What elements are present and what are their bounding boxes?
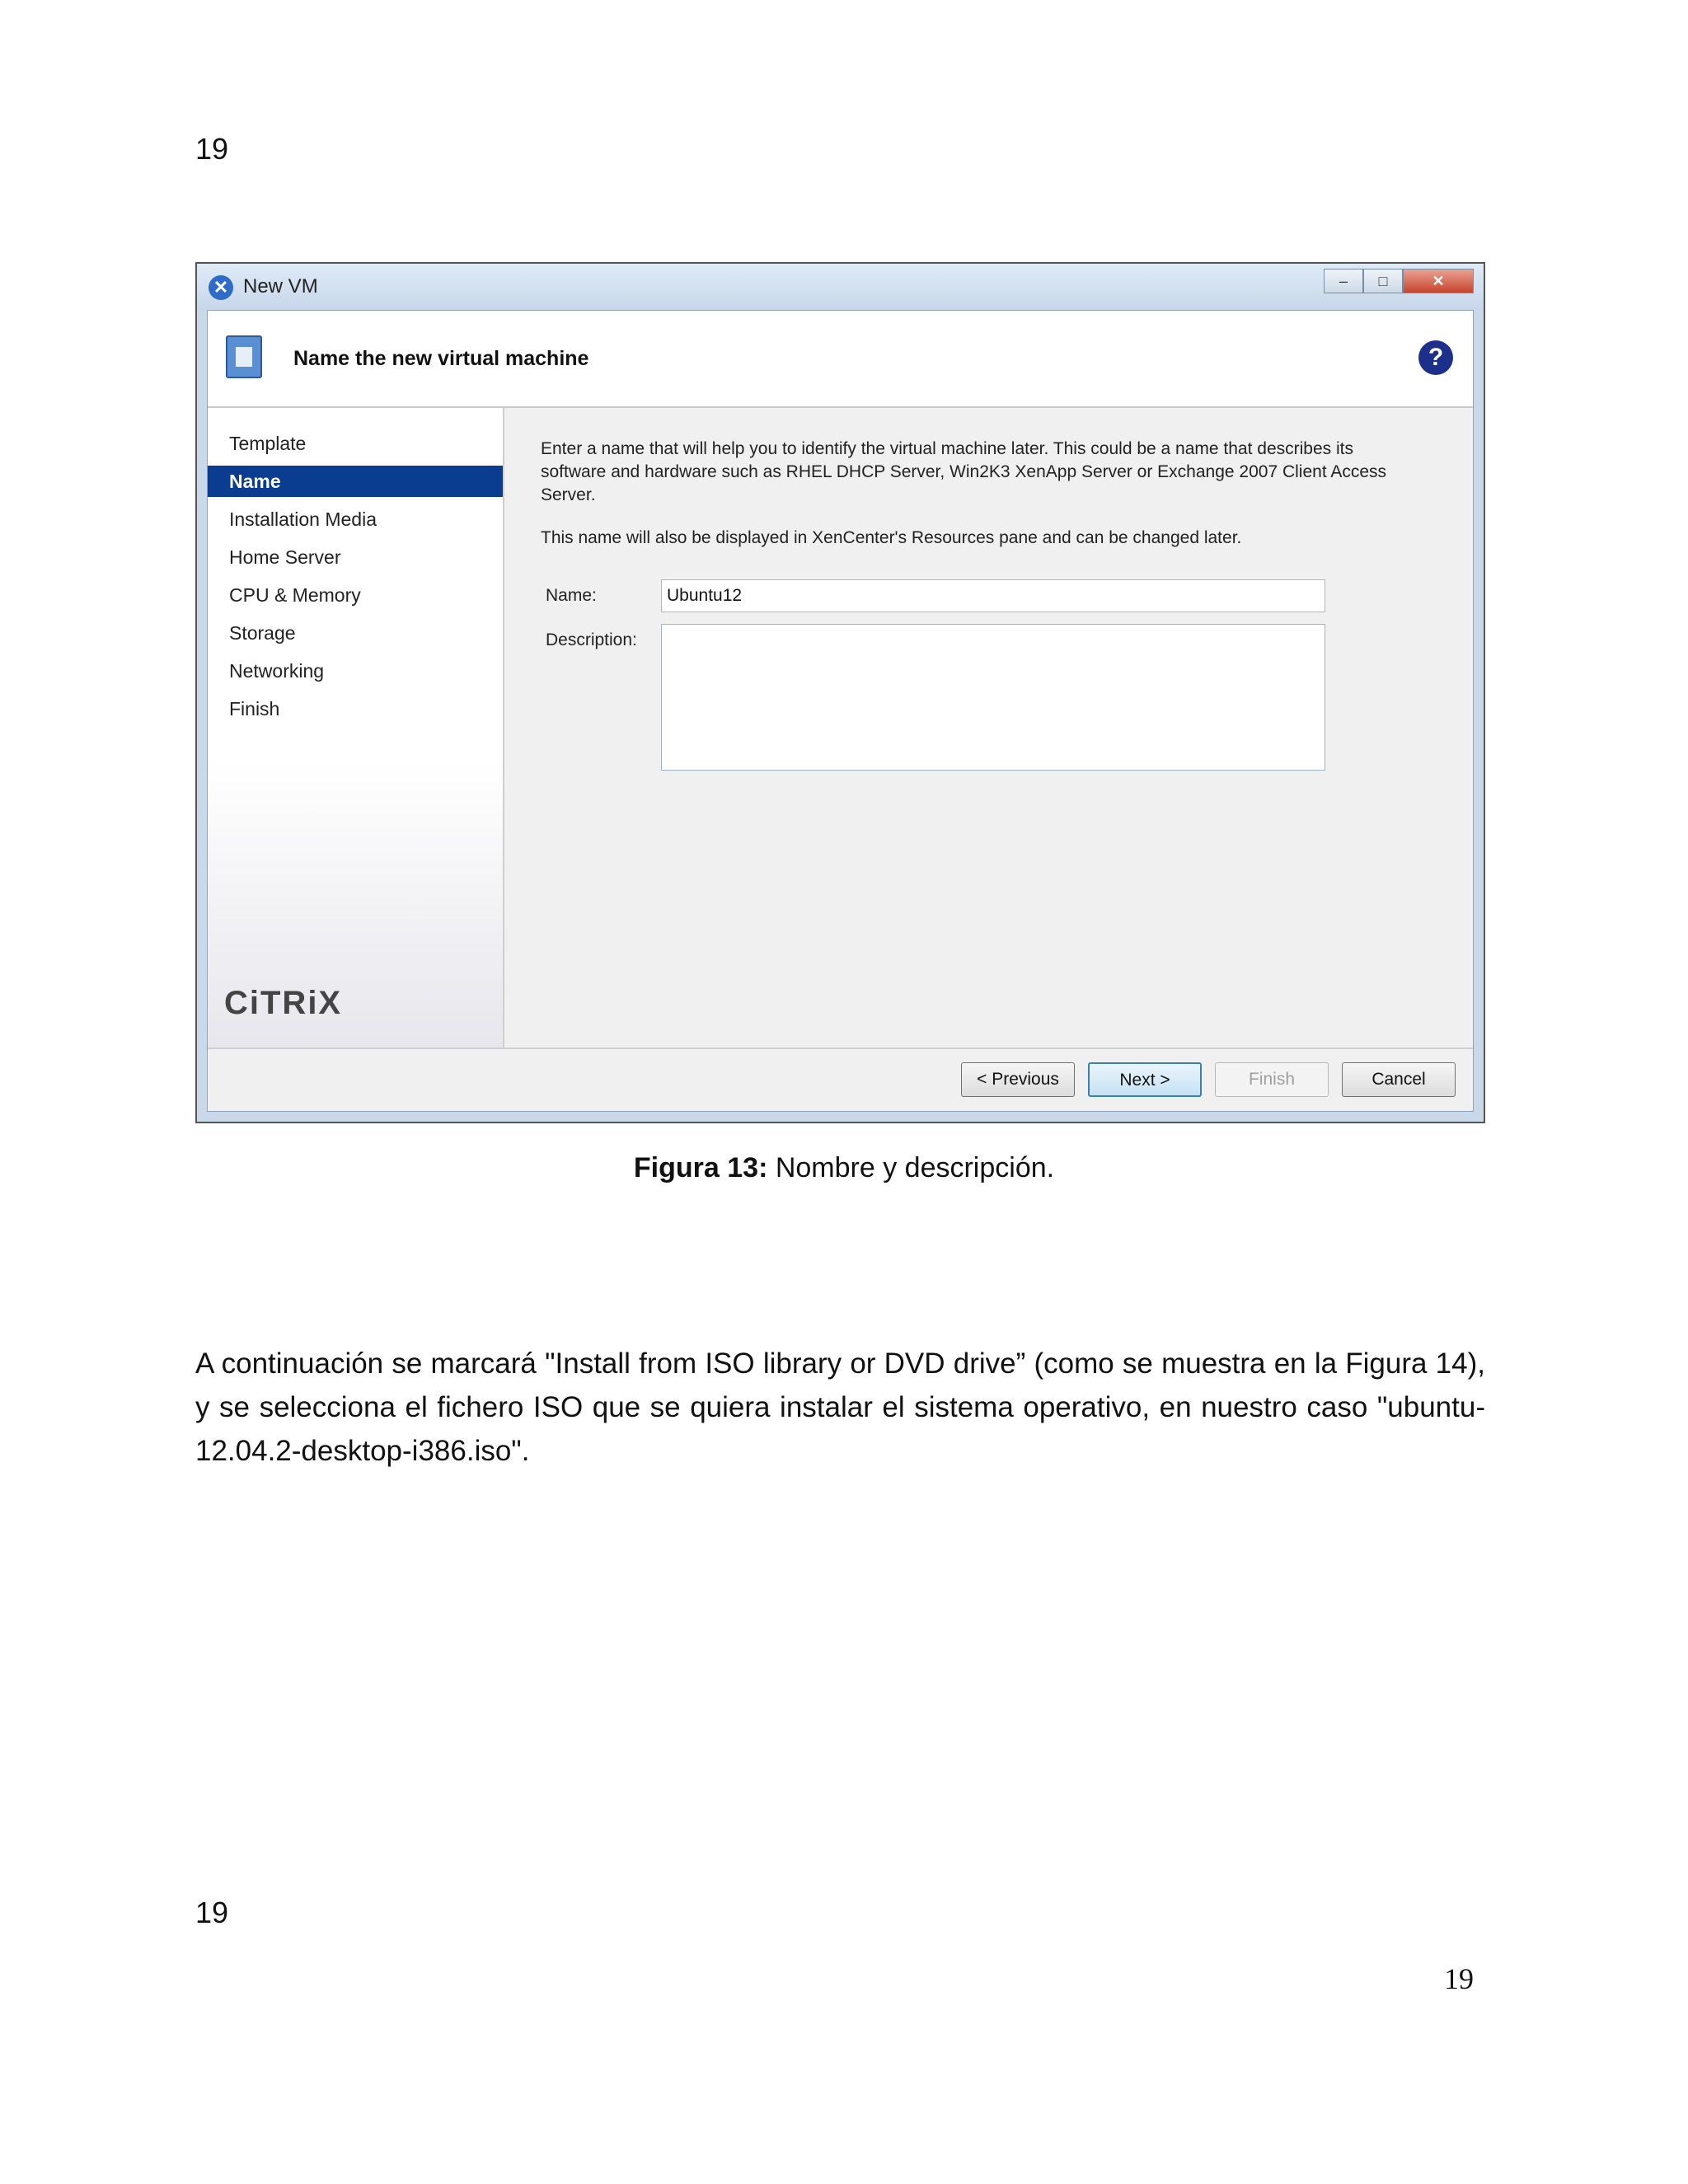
caption-text: Nombre y descripción. xyxy=(767,1152,1055,1183)
wizard-client xyxy=(207,310,1474,1112)
page-number-bottom-left: 19 xyxy=(195,1896,229,1929)
step-finish[interactable]: Finish xyxy=(229,698,280,719)
citrix-logo: CiTRiX xyxy=(224,985,343,1021)
wizard-footer xyxy=(208,1047,1473,1111)
xencenter-icon: ✕ xyxy=(209,275,233,300)
body-paragraph: A continuación se marcará "Install from ISO library or DVD drive” (como se muestra en la Figura 14), y se selecciona el fichero ISO que se quiera instalar el sistema operativo, en nuestro caso "ubuntu-12.04.2-desktop-i386.iso". xyxy=(195,1347,1485,1467)
page-number-top: 19 xyxy=(195,132,229,166)
caption-label: Figura 13: xyxy=(633,1152,768,1183)
description-label: Description: xyxy=(546,630,637,649)
new-vm-window xyxy=(195,262,1485,1123)
step-template[interactable]: Template xyxy=(229,433,307,454)
step-home-server[interactable]: Home Server xyxy=(229,546,341,568)
window-title: New VM xyxy=(243,275,318,298)
name-label: Name: xyxy=(546,586,597,605)
step-name[interactable]: Name xyxy=(208,466,503,497)
description-input[interactable] xyxy=(661,624,1325,771)
window-controls xyxy=(1324,269,1474,295)
header-title: Name the new virtual machine xyxy=(293,347,589,370)
minimize-icon[interactable]: – xyxy=(1324,269,1363,293)
help-icon[interactable]: ? xyxy=(1418,340,1453,375)
next-button[interactable]: Next > xyxy=(1088,1062,1202,1097)
wizard-content xyxy=(504,408,1473,1052)
figure-caption xyxy=(0,1152,1688,1184)
intro-text: Enter a name that will help you to identify the virtual machine later. This could be a name that describes its software and hardware such as RHEL DHCP Server, Win2K3 XenApp Server or Exchange 2007 Client Access Server. xyxy=(541,439,1387,504)
step-installation-media[interactable]: Installation Media xyxy=(229,509,377,530)
titlebar xyxy=(197,264,1484,310)
finish-button[interactable]: Finish xyxy=(1215,1062,1329,1097)
name-input[interactable] xyxy=(661,579,1325,612)
step-storage[interactable]: Storage xyxy=(229,622,296,644)
step-cpu-memory[interactable]: CPU & Memory xyxy=(229,584,361,606)
step-networking[interactable]: Networking xyxy=(229,660,325,682)
cancel-button[interactable]: Cancel xyxy=(1342,1062,1456,1097)
page-number-bottom-right: 19 xyxy=(1444,1962,1474,1995)
wizard-header xyxy=(208,311,1473,408)
vm-wizard-icon xyxy=(226,335,262,378)
previous-button[interactable]: < Previous xyxy=(961,1062,1075,1097)
maximize-icon[interactable]: □ xyxy=(1363,269,1403,293)
wizard-steps xyxy=(208,408,504,1052)
intro-text-2: This name will also be displayed in XenCenter's Resources pane and can be changed later. xyxy=(541,528,1242,547)
close-icon[interactable]: ✕ xyxy=(1403,269,1474,293)
